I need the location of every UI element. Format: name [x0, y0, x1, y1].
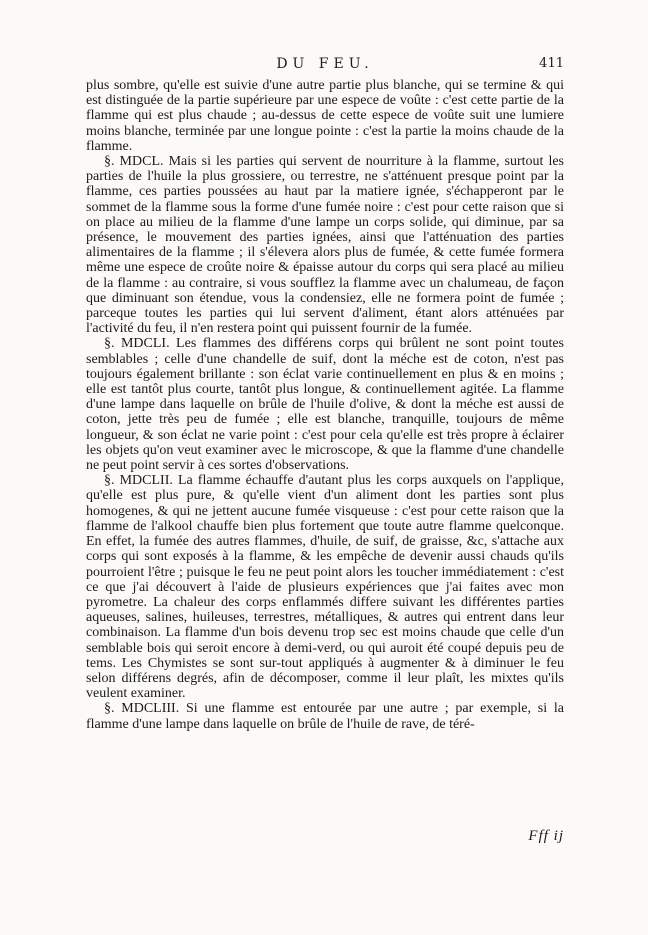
- paragraph-mdcliii: §. MDCLIII. Si une flamme est entourée par une autre ; par exemple, si la flamme d'une lampe dans laquelle on brûle de l'huile de rave, de téré-: [86, 701, 564, 732]
- body-text: [86, 78, 564, 732]
- page-number: 411: [539, 56, 564, 71]
- page-header: [86, 56, 564, 78]
- paragraph-mdcli: §. MDCLI. Les flammes des différens corps qui brûlent ne sont point toutes semblables ; celle d'une chandelle de suif, dont la méche est de coton, n'est pas toujours également brillante : son éclat varie continuellement en plus & en moins ; elle est tantôt plus courte, tantôt plus longue, & continuellement agitée. La flamme d'une lampe dans laquelle on brûle de l'huile d'olive, & dont la méche est aussi de coton, jette très peu de fumée ; elle est blanche, tranquille, toujours de même longueur, & son éclat ne varie point : c'est pour cela qu'elle est très propre à éclairer les objets qu'on veut examiner avec le microscope, & que la flamme d'une chandelle ne peut point servir à ces sortes d'observations.: [86, 336, 564, 474]
- paragraph-mdcl: §. MDCL. Mais si les parties qui servent de nourriture à la flamme, surtout les parties de l'huile la plus grossiere, ou terrestre, ne s'atténuent presque point par la flamme, ces parties poussées au haut par la matiere ignée, s'échapperont par le sommet de la flamme sous la forme d'une fumée noire : c'est pour cette raison que si on place au milieu de la flamme d'une lampe un corps solide, qui diminue, par sa présence, le mouvement des parties ignées, ainsi que l'atténuation des parties alimentaires de la flamme ; il s'élevera alors plus de fumée, & cette fumée formera même une espece de croûte noire & épaisse autour du corps qui sera placé au milieu de la flamme : au contraire, si vous soufflez la flamme avec un chalumeau, de façon que diminuant son étendue, vous la condensiez, elle ne formera point de fumée ; parceque toutes les parties qui lui servent d'aliment, étant alors atténuées par l'activité du feu, il n'en restera point qui puissent fournir de la fumée.: [86, 154, 564, 337]
- paragraph-mdclii: §. MDCLII. La flamme échauffe d'autant plus les corps auxquels on l'applique, qu'elle est plus pure, & qu'elle vient d'un aliment dont les parties sont plus homogenes, & qui ne jettent aucune fumée visqueuse : c'est pour cette raison que la flamme de l'alkool chauffe bien plus fortement que toute autre flamme quelconque. En effet, la fumée des autres flammes, d'huile, de suif, de graisse, &c, s'attache aux corps qui sont exposés à la flamme, & les empêche de devenir aussi chauds qu'ils pourroient l'être ; puisque le feu ne peut point alors les toucher immédiatement : c'est ce que j'ai découvert à l'aide de plusieurs expériences que j'ai faites avec mon pyrometre. La chaleur des corps enflammés differe suivant les différentes parties aqueuses, salines, huileuses, terrestres, métalliques, & autres qui entrent dans leur combinaison. La flamme d'un bois devenu trop sec est moins chaude que celle d'un semblable bois qui seroit encore à demi-verd, ou qui auroit été coupé depuis peu de tems. Les Chymistes se sont sur-tout appliqués à augmenter & à diminuer le feu selon différens degrés, afin de décomposer, comme il leur plaît, les mixtes qu'ils veulent examiner.: [86, 473, 564, 702]
- paragraph-continuation: plus sombre, qu'elle est suivie d'une autre partie plus blanche, qui se termine & qui est distinguée de la partie supérieure par une espece de voûte : c'est cette partie de la flamme qui est plus chaude ; au-dessus de cette espece de voûte suit une lumiere moins blanche, terminée par une longue pointe : c'est la partie la moins chaude de la flamme.: [86, 78, 564, 154]
- running-head: DU FEU.: [276, 56, 374, 72]
- signature-mark: Fff ij: [528, 828, 564, 844]
